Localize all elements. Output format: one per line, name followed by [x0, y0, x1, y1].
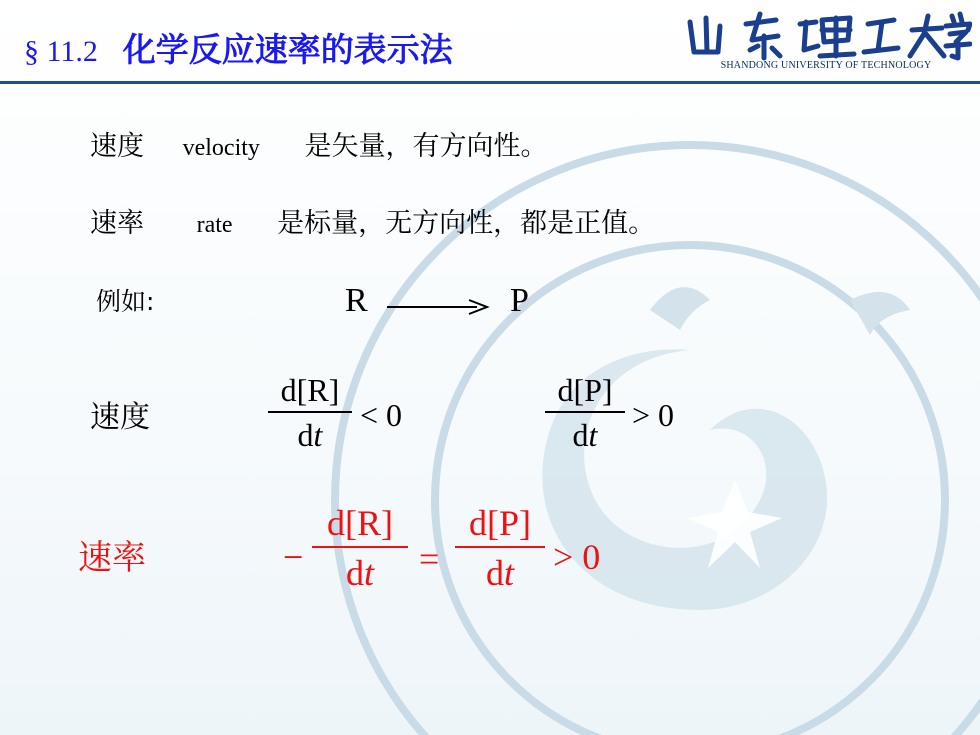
rate-term-zh: 速率	[90, 208, 144, 239]
example-label: 例如:	[96, 287, 155, 316]
rate-definition	[90, 201, 655, 240]
velocity-term-zh: 速度	[90, 131, 144, 162]
header-rule	[0, 81, 980, 84]
product: P	[510, 282, 529, 319]
rate-equals-sign: =	[419, 539, 440, 579]
velocity-relation-positive: > 0	[632, 397, 675, 433]
fraction-numerator: d[R]	[280, 372, 340, 408]
section-title: 化学反应速率的表示法	[122, 30, 453, 69]
rate-fraction-product	[455, 502, 545, 594]
fraction-numerator: d[P]	[557, 372, 613, 408]
velocity-description: 是矢量，有方向性。	[304, 131, 548, 162]
fraction-bar	[312, 546, 408, 548]
velocity-fraction-product	[545, 372, 625, 454]
university-name-en: SHANDONG UNIVERSITY OF TECHNOLOGY	[720, 60, 932, 71]
velocity-term-en: velocity	[182, 135, 260, 161]
rate-equation-label: 速率	[78, 538, 146, 578]
reactant: R	[345, 282, 368, 319]
velocity-equation-label: 速度	[90, 400, 150, 435]
fraction-denominator: dt	[297, 417, 323, 453]
rate-term-en: rate	[196, 212, 233, 238]
velocity-definition	[90, 124, 548, 163]
fraction-denominator: dt	[572, 417, 598, 453]
reaction-equation	[345, 282, 368, 320]
rate-relation-positive: > 0	[553, 537, 601, 577]
product-wrap	[510, 282, 529, 320]
rate-description: 是标量，无方向性，都是正值。	[277, 208, 656, 239]
rate-minus-sign: −	[283, 537, 304, 577]
reaction-arrow-icon	[385, 298, 490, 316]
slide-title	[24, 24, 453, 71]
section-number: § 11.2	[24, 35, 98, 68]
fraction-denominator: dt	[485, 553, 514, 593]
fraction-denominator: dt	[345, 553, 374, 593]
slide-header	[0, 0, 980, 82]
velocity-fraction-reactant	[268, 372, 352, 454]
velocity-relation-negative: < 0	[360, 397, 403, 433]
fraction-bar	[455, 546, 545, 548]
fraction-bar	[268, 411, 352, 413]
fraction-numerator: d[P]	[469, 503, 531, 543]
fraction-numerator: d[R]	[327, 503, 393, 543]
fraction-bar	[545, 411, 625, 413]
rate-fraction-reactant	[312, 502, 408, 594]
